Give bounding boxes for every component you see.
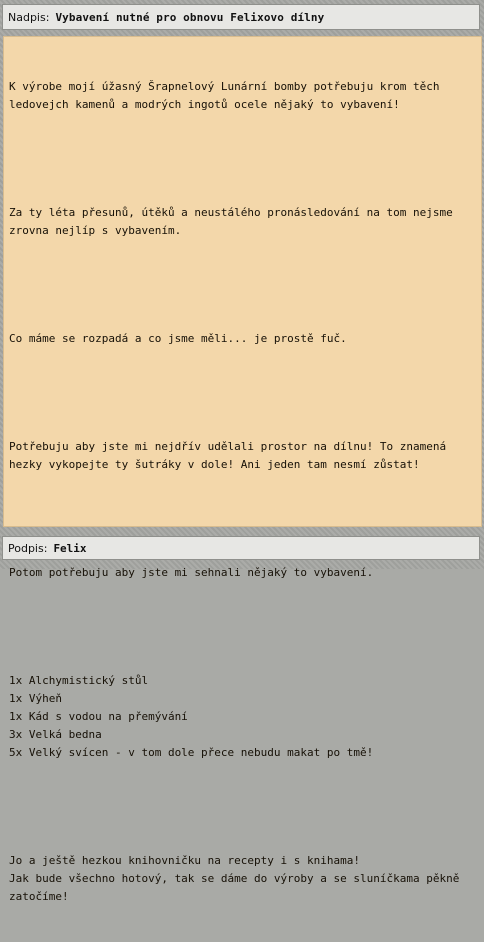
equipment-list: 1x Alchymistický stůl 1x Výheň 1x Kád s vodou na přemývání 3x Velká bedna 5x Velký svícen - v tom dole přece nebudu makat po tmě! [9,674,374,759]
paragraph-fuc: Co máme se rozpadá a co jsme měli... je prostě fuč. [9,332,347,345]
paragraph-intro: K výrobe mojí úžasný Šrapnelový Lunární bomby potřebuju krom těch ledovejch kamenů a modrých ingotů ocele nějaký to vybavení! [9,80,447,111]
paragraph-equipment-state: Za ty léta přesunů, útěků a neustálého pronásledování na tom nejsme zrovna nejlíp s vybavením. [9,206,460,237]
signature-value: Felix [53,541,87,555]
title-value: Vybavení nutné pro obnovu Felixovo dílny [55,10,325,24]
signature-label: Podpis: [8,541,48,555]
title-bar [2,4,480,30]
signature-bar [2,536,480,560]
paragraph-get-equipment: Potom potřebuju aby jste mi sehnali nějaký to vybavení. [9,566,374,579]
paragraph-closing: Jo a ještě hezkou knihovničku na recepty i s knihama! Jak bude všechno hotový, tak se dáme do výroby a se sluníčkama pěkně zatočíme! [9,854,460,903]
title-label: Nadpis: [8,10,50,24]
letter-body [9,42,477,942]
paragraph-dig-space: Potřebuju aby jste mi nejdřív udělali prostor na dílnu! To znamená hezky vykopejte ty šutráky v dole! Ani jeden tam nesmí zůstat! [9,440,453,471]
